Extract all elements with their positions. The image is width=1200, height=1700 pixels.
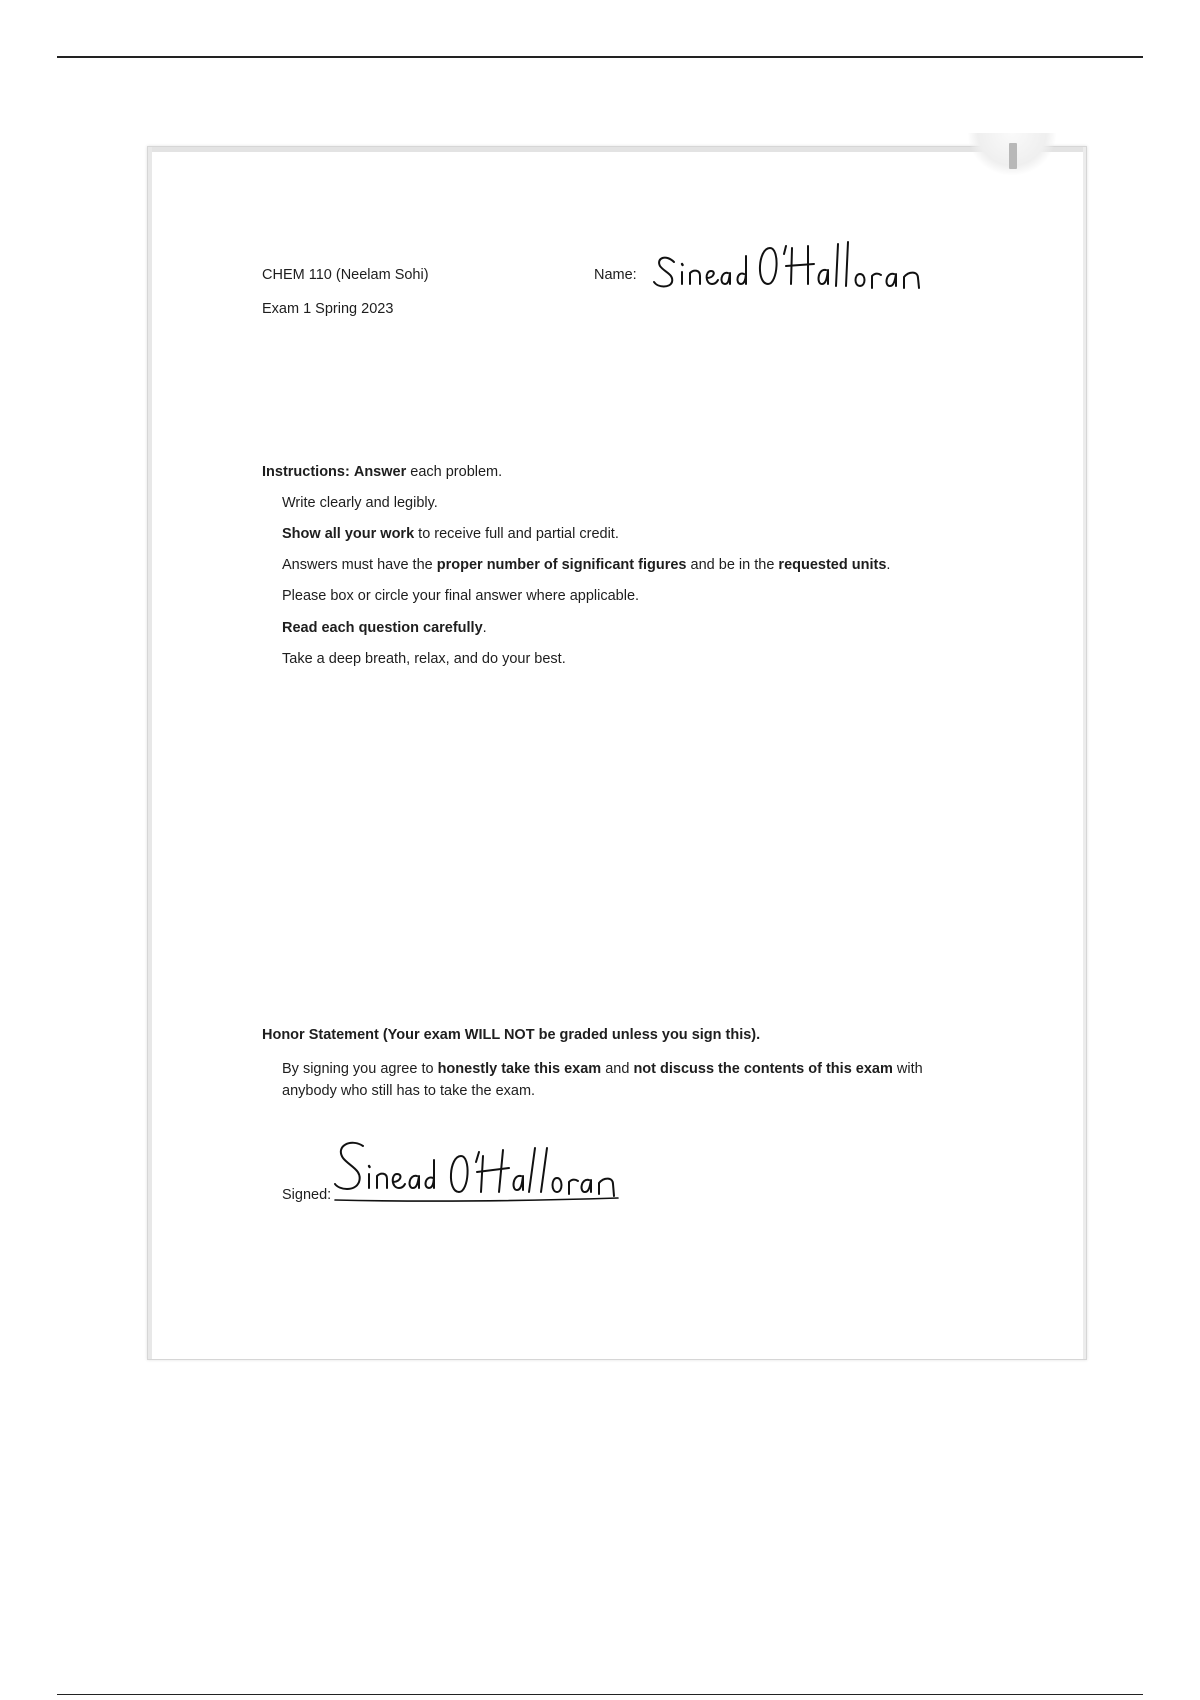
top-rule bbox=[57, 56, 1143, 58]
instructions-heading-rest: each problem. bbox=[410, 464, 503, 480]
instruction-bold: requested units bbox=[778, 557, 887, 573]
instruction-bold: Read each question carefully bbox=[282, 620, 483, 636]
honor-paragraph-line2: anybody who still has to take the exam. bbox=[282, 1083, 536, 1099]
instructions-answer: Answer bbox=[353, 464, 407, 480]
page-edge bbox=[148, 147, 1086, 152]
instruction-text: . bbox=[886, 557, 891, 573]
instruction-item: Write clearly and legibly. bbox=[282, 495, 438, 511]
instruction-text: and be in the bbox=[690, 557, 775, 573]
instruction-text: Answers must have the bbox=[282, 557, 433, 573]
name-label: Name: bbox=[594, 267, 637, 283]
page-edge bbox=[1083, 147, 1086, 1359]
instruction-rest: to receive full and partial credit. bbox=[418, 526, 619, 542]
instructions-heading bbox=[262, 463, 502, 481]
honor-bold: not discuss the contents of this exam bbox=[633, 1061, 893, 1077]
page-edge bbox=[148, 147, 152, 1359]
exam-title: Exam 1 Spring 2023 bbox=[262, 301, 394, 317]
honor-paragraph-line1 bbox=[282, 1060, 923, 1078]
honor-bold: honestly take this exam bbox=[437, 1061, 602, 1077]
honor-heading-text: Honor Statement (Your exam WILL NOT be graded unless you sign this). bbox=[262, 1027, 761, 1043]
handwritten-signature bbox=[333, 1140, 633, 1215]
instruction-item bbox=[282, 525, 619, 543]
instruction-item bbox=[282, 556, 890, 574]
instruction-item bbox=[282, 619, 487, 637]
instruction-text: . bbox=[482, 620, 487, 636]
bottom-rule bbox=[57, 1694, 1143, 1695]
instruction-bold: Show all your work bbox=[282, 526, 415, 542]
binder-clip-icon bbox=[968, 133, 1056, 175]
handwritten-name bbox=[652, 240, 952, 305]
signed-label: Signed: bbox=[282, 1187, 332, 1203]
course-title: CHEM 110 (Neelam Sohi) bbox=[262, 267, 429, 283]
instructions-label: Instructions: bbox=[262, 464, 350, 480]
instruction-item: Please box or circle your final answer where applicable. bbox=[282, 588, 640, 604]
honor-heading bbox=[262, 1026, 760, 1044]
honor-text: By signing you agree to bbox=[282, 1061, 434, 1077]
instruction-bold: proper number of significant figures bbox=[436, 557, 687, 573]
honor-text: and bbox=[605, 1061, 630, 1077]
honor-text: with bbox=[896, 1061, 923, 1077]
instruction-item: Take a deep breath, relax, and do your best. bbox=[282, 651, 566, 667]
